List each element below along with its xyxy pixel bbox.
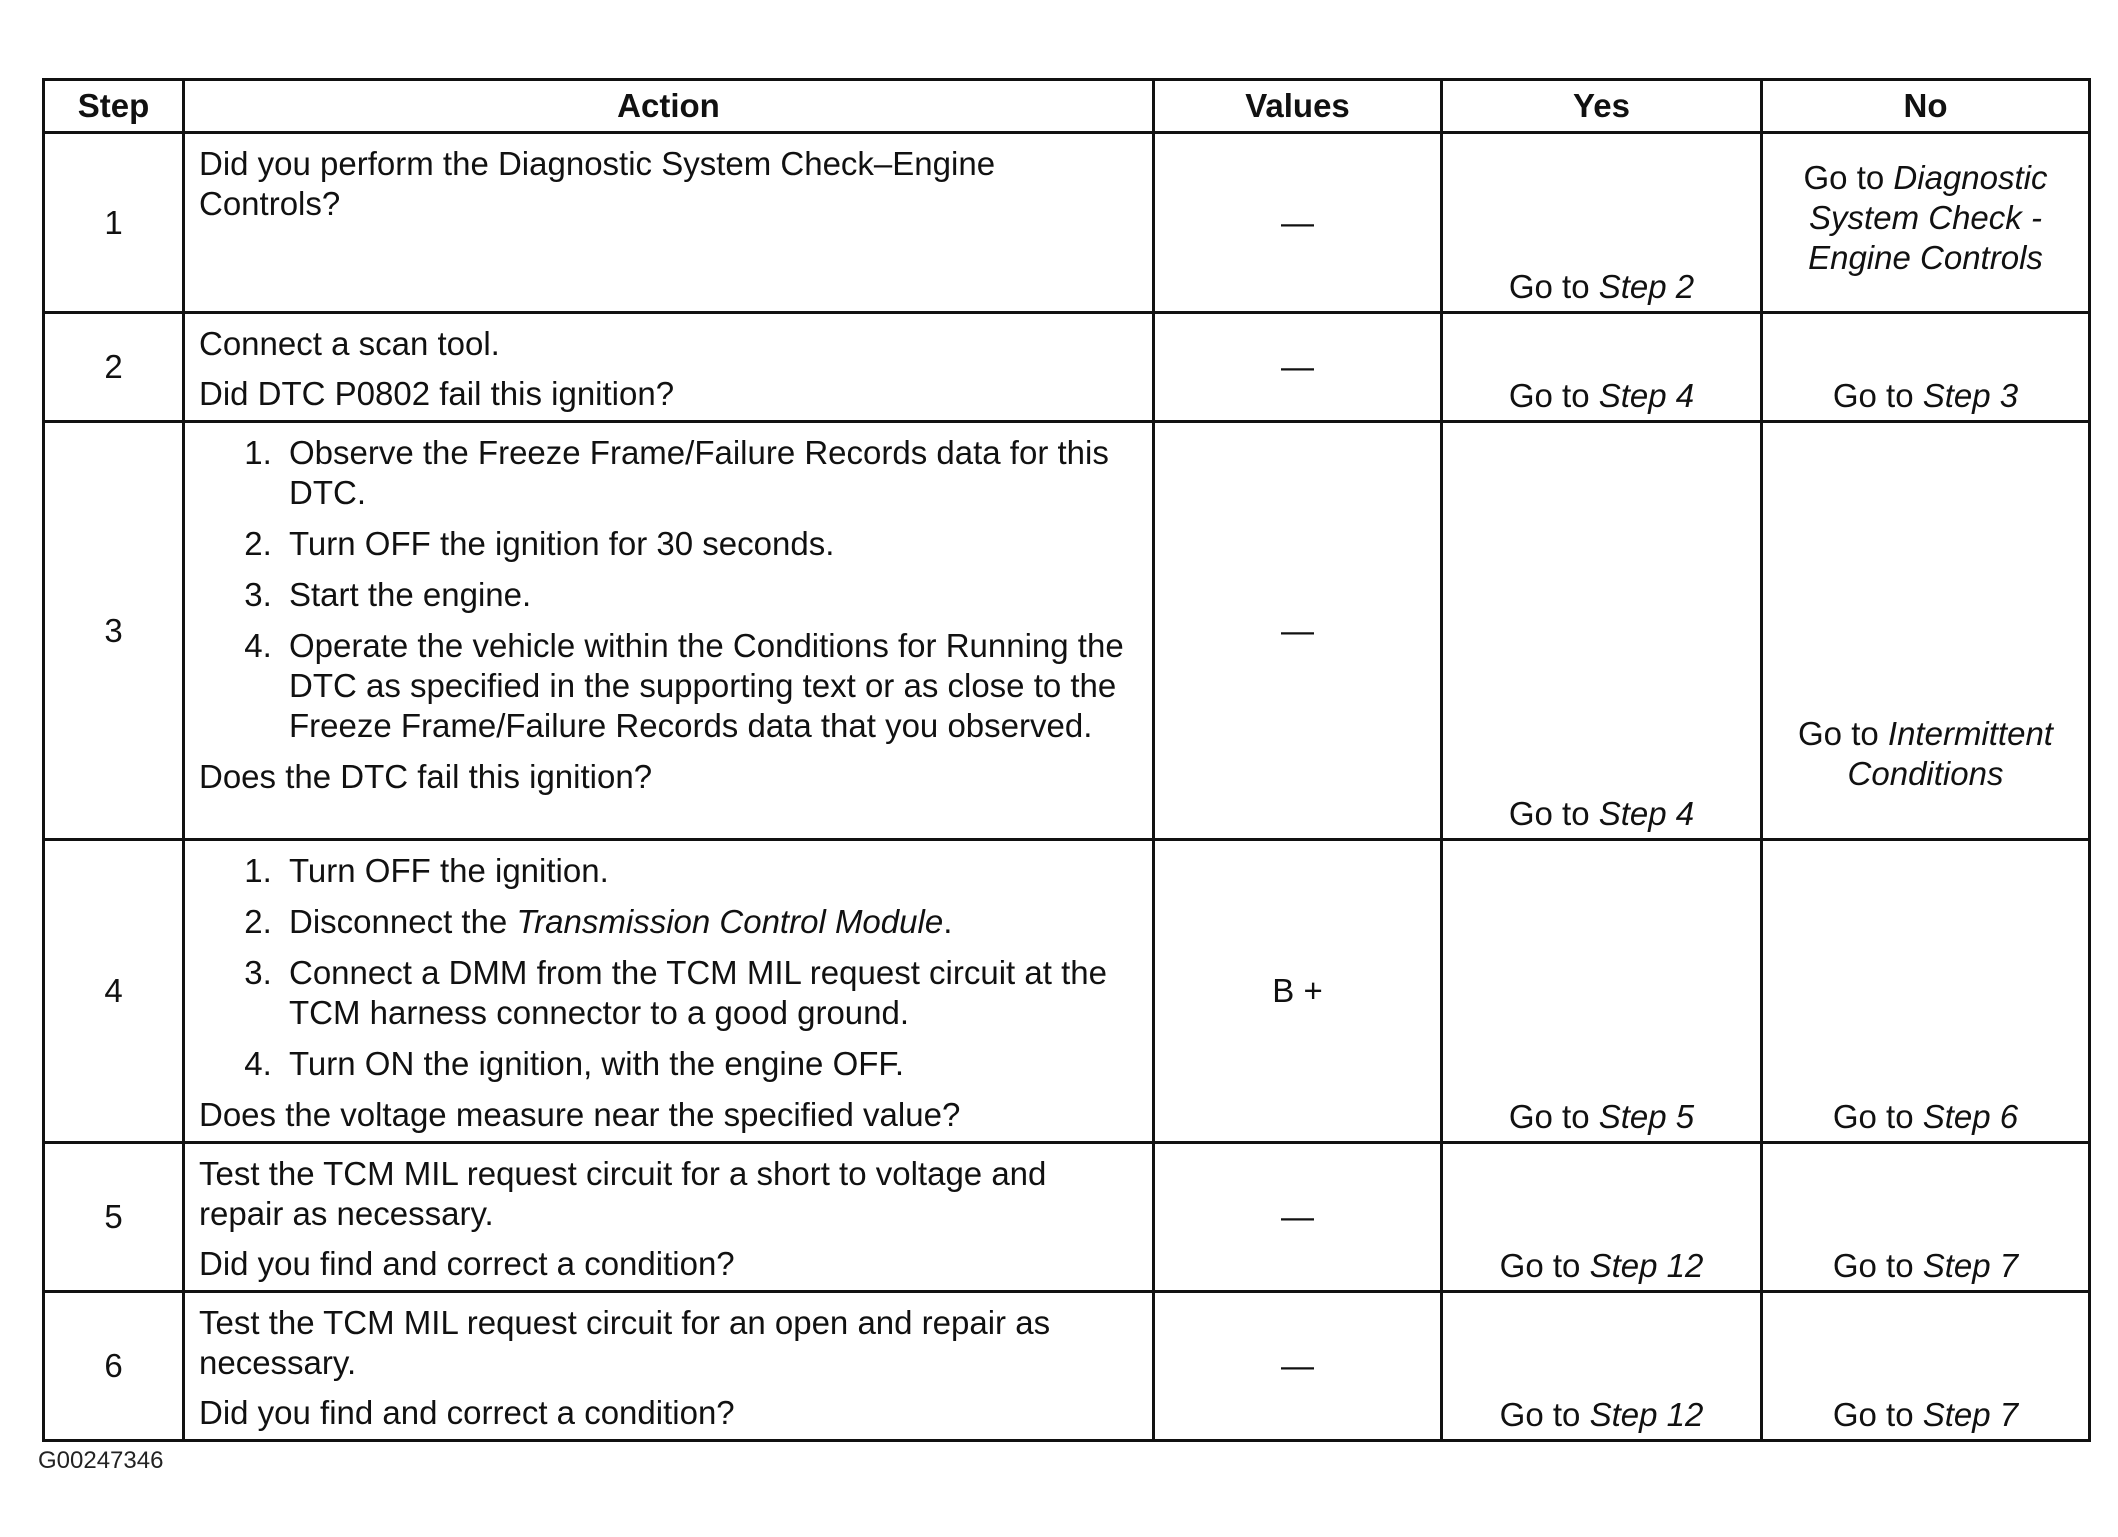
- goto-prefix: Go to: [1832, 1396, 1914, 1433]
- step-number: 6: [44, 1292, 184, 1441]
- goto-prefix: Go to: [1832, 1098, 1914, 1135]
- yes-cell: [1442, 133, 1762, 313]
- yes-cell: [1442, 840, 1762, 1143]
- goto-link[interactable]: Step 7: [1922, 1247, 2019, 1284]
- action-cell: [184, 313, 1154, 422]
- procedure-list: [199, 433, 1138, 746]
- action-text: Test the TCM MIL request circuit for an open and repair as necessary.: [199, 1304, 1051, 1381]
- table-row: [44, 1292, 2090, 1441]
- diagnostic-table: [42, 78, 2091, 1442]
- list-item: 1. Observe the Freeze Frame/Failure Records data for this DTC.: [281, 433, 1138, 513]
- yes-cell: [1442, 1292, 1762, 1441]
- figure-id: G00247346: [38, 1447, 164, 1474]
- goto-prefix: Go to: [1832, 377, 1914, 414]
- action-cell: [184, 133, 1154, 313]
- action-question: Did you find and correct a condition?: [199, 1245, 735, 1282]
- table-row: [44, 1143, 2090, 1292]
- goto-link[interactable]: Step 12: [1589, 1247, 1704, 1284]
- list-item: 1. Turn OFF the ignition.: [281, 851, 1138, 891]
- step-number: 5: [44, 1143, 184, 1292]
- no-cell: [1762, 313, 2090, 422]
- action-cell: [184, 1143, 1154, 1292]
- no-cell: [1762, 422, 2090, 840]
- module-name: Transmission Control Module: [516, 903, 944, 940]
- action-cell: [184, 422, 1154, 840]
- header-yes: Yes: [1442, 80, 1762, 133]
- values-cell: B +: [1154, 840, 1442, 1143]
- goto-link[interactable]: Step 2: [1598, 268, 1695, 305]
- table-row: [44, 840, 2090, 1143]
- goto-prefix: Go to: [1803, 159, 1885, 196]
- table-row: [44, 133, 2090, 313]
- goto-prefix: Go to: [1499, 1396, 1581, 1433]
- header-row: [44, 80, 2090, 133]
- no-cell: [1762, 1143, 2090, 1292]
- procedure-list: [199, 851, 1138, 1084]
- header-action: Action: [184, 80, 1154, 133]
- goto-prefix: Go to: [1798, 715, 1879, 752]
- goto-link[interactable]: Intermittent Conditions: [1847, 715, 2053, 792]
- goto-link[interactable]: Step 6: [1922, 1098, 2019, 1135]
- no-cell: [1762, 1292, 2090, 1441]
- goto-link[interactable]: Step 4: [1598, 377, 1695, 414]
- action-question: Did DTC P0802 fail this ignition?: [199, 375, 675, 412]
- list-item: 3. Connect a DMM from the TCM MIL request circuit at the TCM harness connector to a good ground.: [281, 953, 1138, 1033]
- action-question: Does the DTC fail this ignition?: [199, 758, 653, 795]
- goto-prefix: Go to: [1508, 377, 1590, 414]
- no-cell: [1762, 133, 2090, 313]
- goto-link[interactable]: Step 4: [1598, 795, 1695, 832]
- yes-cell: [1442, 313, 1762, 422]
- action-question: Does the voltage measure near the specified value?: [199, 1096, 961, 1133]
- yes-cell: [1442, 1143, 1762, 1292]
- list-item-text: Disconnect the: [289, 903, 508, 940]
- goto-prefix: Go to: [1499, 1247, 1581, 1284]
- goto-prefix: Go to: [1508, 1098, 1590, 1135]
- action-text: Did you perform the Diagnostic System Check–Engine Controls?: [199, 145, 996, 222]
- list-item: 4. Operate the vehicle within the Conditions for Running the DTC as specified in the supporting text or as close to the Freeze Frame/Failure Records data that you observed.: [281, 626, 1138, 746]
- header-values: Values: [1154, 80, 1442, 133]
- no-cell: [1762, 840, 2090, 1143]
- values-cell: —: [1154, 313, 1442, 422]
- goto-prefix: Go to: [1832, 1247, 1914, 1284]
- step-number: 1: [44, 133, 184, 313]
- yes-cell: [1442, 422, 1762, 840]
- list-item: 2. Turn OFF the ignition for 30 seconds.: [281, 524, 1138, 564]
- action-text: Test the TCM MIL request circuit for a short to voltage and repair as necessary.: [199, 1155, 1047, 1232]
- goto-link[interactable]: Step 12: [1589, 1396, 1704, 1433]
- values-cell: —: [1154, 1143, 1442, 1292]
- list-item: 3. Start the engine.: [281, 575, 1138, 615]
- header-step: Step: [44, 80, 184, 133]
- action-text: Connect a scan tool.: [199, 325, 500, 362]
- values-cell: —: [1154, 133, 1442, 313]
- goto-link[interactable]: Step 7: [1922, 1396, 2019, 1433]
- action-question: Did you find and correct a condition?: [199, 1394, 735, 1431]
- step-number: 4: [44, 840, 184, 1143]
- goto-link[interactable]: Step 3: [1922, 377, 2019, 414]
- goto-prefix: Go to: [1508, 268, 1590, 305]
- table-row: [44, 422, 2090, 840]
- list-item: 4. Turn ON the ignition, with the engine OFF.: [281, 1044, 1138, 1084]
- action-cell: [184, 840, 1154, 1143]
- goto-prefix: Go to: [1508, 795, 1590, 832]
- values-cell: —: [1154, 1292, 1442, 1441]
- list-item-suffix: .: [943, 903, 953, 940]
- step-number: 3: [44, 422, 184, 840]
- goto-link[interactable]: Step 5: [1598, 1098, 1695, 1135]
- step-number: 2: [44, 313, 184, 422]
- list-item: [281, 902, 1138, 942]
- values-cell: —: [1154, 422, 1442, 840]
- action-cell: [184, 1292, 1154, 1441]
- header-no: No: [1762, 80, 2090, 133]
- table-row: [44, 313, 2090, 422]
- goto-link[interactable]: Diagnostic System Check - Engine Controls: [1808, 159, 2048, 276]
